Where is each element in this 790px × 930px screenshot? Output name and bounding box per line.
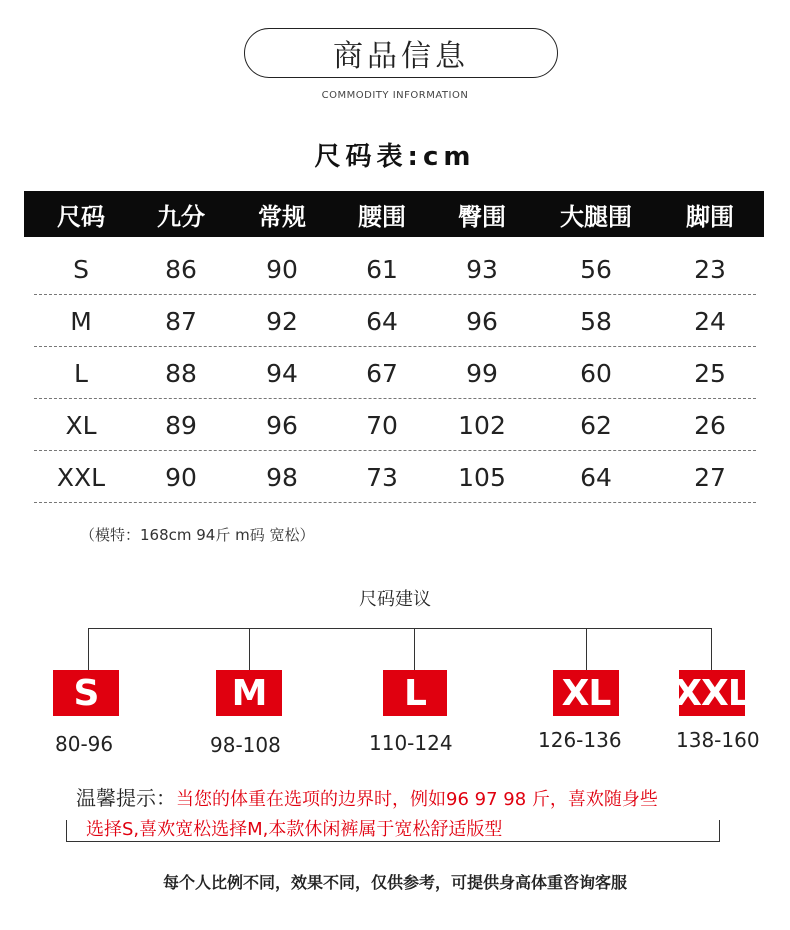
table-cell: 26	[694, 410, 726, 440]
table-cell: S	[73, 254, 89, 284]
connector-line	[711, 628, 712, 670]
size-badge-s: S	[53, 670, 119, 716]
size-suggestion-title: 尺码建议	[359, 589, 431, 610]
header-cell: 腰围	[358, 202, 406, 231]
size-badge-xxl: XXL	[679, 670, 745, 716]
table-cell: 90	[266, 254, 298, 284]
table-cell: 94	[266, 358, 298, 388]
header-cell: 常规	[258, 202, 306, 231]
table-cell: 89	[165, 410, 197, 440]
connector-line	[586, 628, 587, 670]
table-cell: 64	[580, 462, 612, 492]
table-row	[34, 451, 756, 503]
table-cell: 64	[366, 306, 398, 336]
weight-range: 80-96	[55, 732, 114, 756]
table-cell: L	[74, 358, 88, 388]
header-cell: 大腿围	[560, 202, 632, 231]
weight-range: 98-108	[210, 733, 281, 757]
header-cell: 脚围	[686, 202, 734, 231]
table-cell: 25	[694, 358, 726, 388]
table-cell: 96	[266, 410, 298, 440]
table-cell: 96	[466, 306, 498, 336]
row-divider	[34, 502, 756, 503]
table-cell: 99	[466, 358, 498, 388]
section-title-pill	[244, 28, 558, 78]
table-cell: XL	[65, 410, 97, 440]
header-cell: 九分	[157, 202, 205, 231]
table-cell: 88	[165, 358, 197, 388]
connector-line	[249, 628, 250, 670]
size-badge-xl: XL	[553, 670, 619, 716]
section-subtitle: COMMODITY INFORMATION	[321, 90, 469, 101]
table-cell: XXL	[56, 462, 106, 492]
table-cell: 56	[580, 254, 612, 284]
header-cell: 臀围	[458, 202, 506, 231]
table-cell: 86	[165, 254, 197, 284]
footer-note: 每个人比例不同，效果不同，仅供参考，可提供身高体重咨询客服	[162, 873, 627, 892]
table-row	[34, 399, 756, 451]
size-badge-m: M	[216, 670, 282, 716]
tip-text: 当您的体重在选项的边界时，例如96 97 98 斤，喜欢随身些	[176, 789, 658, 810]
table-cell: 102	[458, 410, 506, 440]
table-cell: 60	[580, 358, 612, 388]
weight-range: 110-124	[369, 731, 453, 755]
table-cell: 70	[366, 410, 398, 440]
table-cell: 87	[165, 306, 197, 336]
table-cell: 73	[366, 462, 398, 492]
table-cell: 23	[694, 254, 726, 284]
table-cell: 61	[366, 254, 398, 284]
connector-line	[88, 628, 712, 629]
table-row	[34, 295, 756, 347]
table-cell: 92	[266, 306, 298, 336]
table-cell: 105	[458, 462, 506, 492]
connector-line	[414, 628, 415, 670]
table-cell: 62	[580, 410, 612, 440]
table-cell: 67	[366, 358, 398, 388]
table-cell: 93	[466, 254, 498, 284]
weight-range: 138-160	[676, 728, 760, 752]
model-note: （模特：168cm 94斤 m码 宽松）	[80, 526, 315, 544]
table-cell: 24	[694, 306, 726, 336]
tip-line-1	[76, 782, 658, 811]
table-cell: M	[70, 306, 92, 336]
header-cell: 尺码	[57, 202, 105, 231]
size-table-header	[24, 191, 764, 237]
size-table-title: 尺码表:cm	[314, 142, 476, 172]
table-row	[34, 243, 756, 295]
weight-range: 126-136	[538, 728, 622, 752]
tip-label: 温馨提示：	[76, 786, 176, 810]
table-cell: 90	[165, 462, 197, 492]
connector-line	[88, 628, 89, 670]
table-cell: 58	[580, 306, 612, 336]
tip-line-2: 选择S,喜欢宽松选择M,本款休闲裤属于宽松舒适版型	[86, 819, 503, 840]
table-cell: 98	[266, 462, 298, 492]
section-title: 商品信息	[333, 39, 469, 74]
table-cell: 27	[694, 462, 726, 492]
table-row	[34, 347, 756, 399]
size-badge-l: L	[383, 670, 447, 716]
